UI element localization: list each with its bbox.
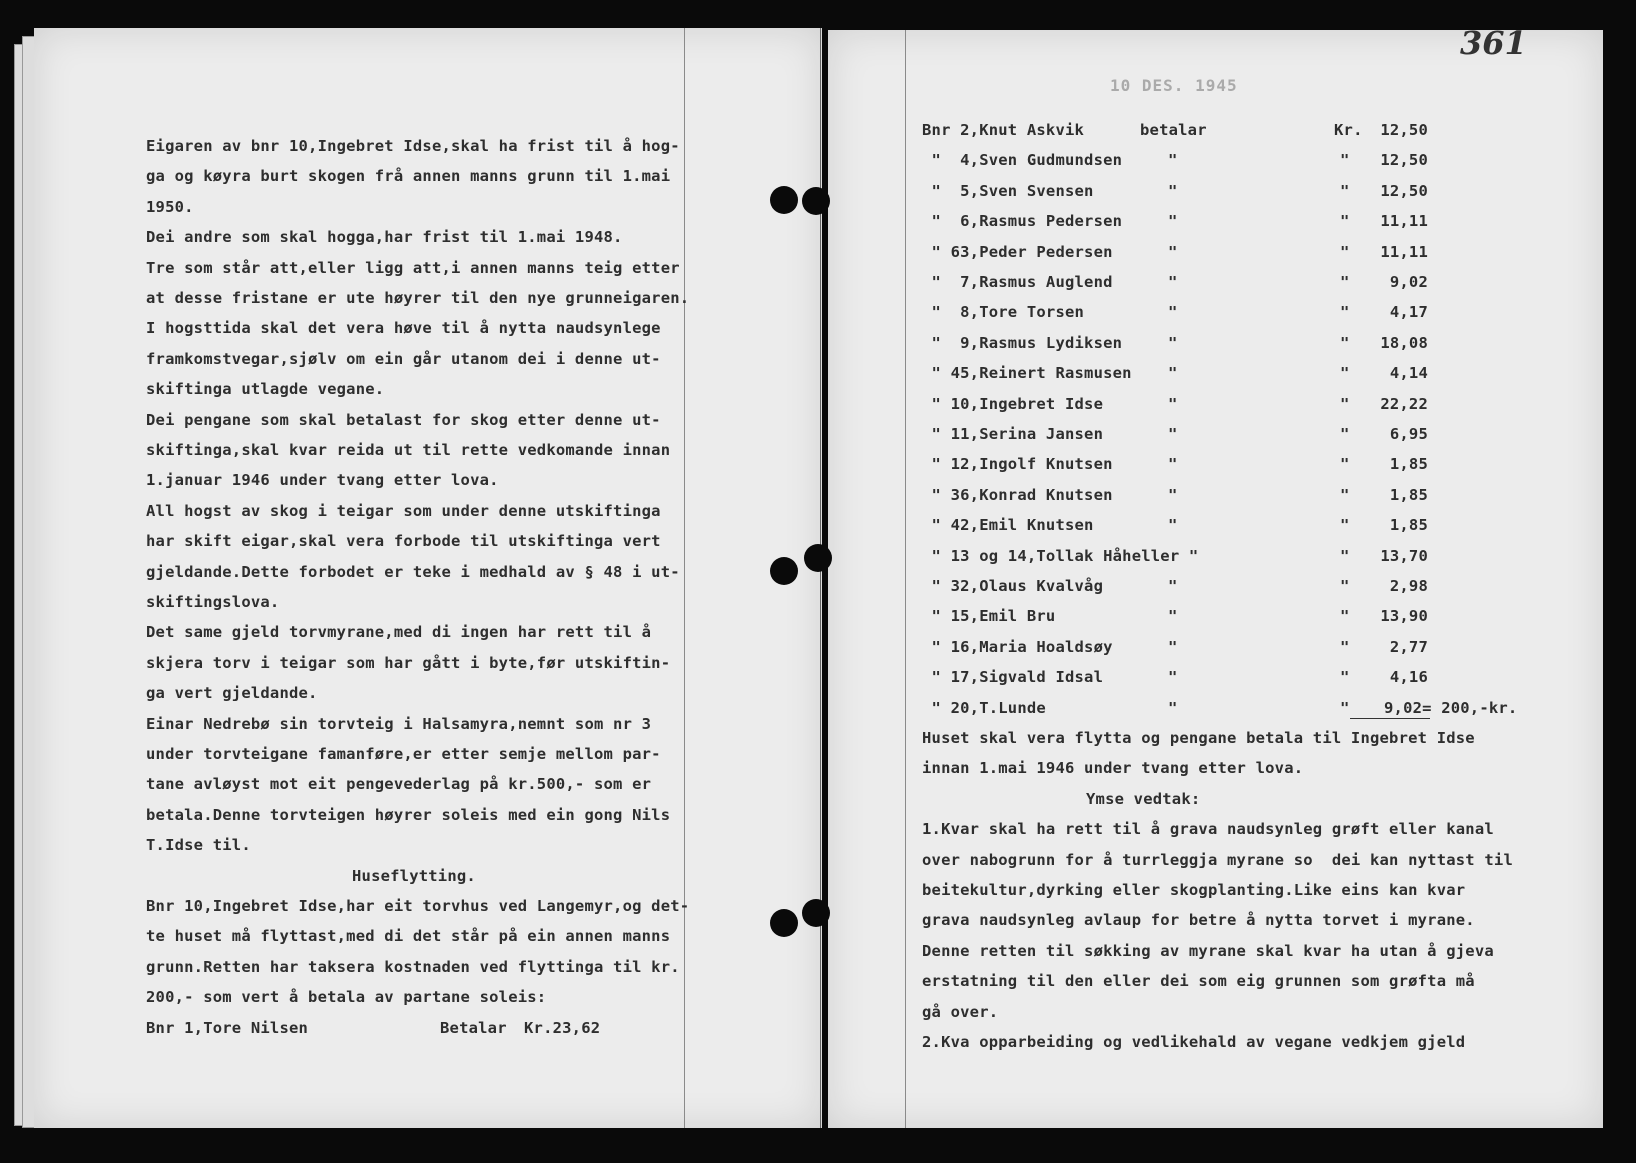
text-line: Eigaren av bnr 10,Ingebret Idse,skal ha frist til å hog- [146, 137, 680, 155]
binder-hole [770, 186, 798, 214]
payment-amount: 12,50 [1380, 181, 1428, 200]
payment-verb: " [1168, 242, 1178, 261]
text-line: erstatning til den eller dei som eig grunnen som grøfta må [922, 972, 1475, 991]
text-line: gjeldande.Dette forbodet er teke i medhald av § 48 i ut- [146, 562, 680, 581]
payment-unit: " [1340, 425, 1350, 443]
payment-unit: " [1340, 607, 1350, 626]
payment-name: " 11,Serina Jansen [922, 425, 1104, 443]
text-line: beitekultur,dyrking eller skogplanting.Like eins kan kvar [922, 881, 1466, 899]
text-line: innan 1.mai 1946 under tvang etter lova. [922, 759, 1304, 778]
text-line: gå over. [922, 1002, 999, 1021]
text-line: ga og køyra burt skogen frå annen manns grunn til 1.mai [146, 167, 671, 186]
payment-name: " 42,Emil Knutsen [922, 516, 1094, 535]
text-line: grunn.Retten har taksera kostnaden ved flyttinga til kr. [146, 957, 680, 976]
payment-name: Bnr 1,Tore Nilsen [146, 1018, 309, 1037]
payment-amount: 4,14 [1389, 364, 1428, 383]
text-line: 200,- som vert å betala av partane soleis: [146, 988, 547, 1007]
text-line: Huset skal vera flytta og pengane betala til Ingebret Idse [922, 729, 1475, 747]
payment-amount: 4,17 [1389, 303, 1428, 322]
payment-amount: 13,90 [1380, 607, 1428, 626]
binder-hole [804, 544, 832, 572]
payment-name: " 20,T.Lunde [922, 698, 1046, 717]
right-page [828, 24, 1603, 1128]
payment-unit: " [1340, 333, 1350, 352]
payment-name: " 10,Ingebret Idse [922, 394, 1104, 413]
page-number: 361 [1460, 24, 1527, 62]
sum-underline [1350, 718, 1430, 719]
payment-verb: " [1168, 151, 1178, 170]
text-line: skiftinga utlagde vegane. [146, 380, 385, 399]
payment-verb: " [1168, 394, 1178, 413]
payment-verb: " [1168, 181, 1178, 200]
payment-unit: " [1340, 485, 1350, 504]
payment-name: " 15,Emil Bru [922, 607, 1056, 626]
payment-name: " 7,Rasmus Auglend [922, 273, 1113, 291]
payment-amount: 1,85 [1389, 455, 1428, 474]
payment-name: " 63,Peder Pedersen [922, 242, 1113, 261]
text-line: skiftingslova. [146, 593, 280, 611]
payment-amount: 1,85 [1389, 516, 1428, 535]
left-margin-rule [684, 28, 685, 1128]
payment-verb: " [1168, 485, 1178, 504]
payment-name: " 13 og 14,Tollak Håheller " [922, 546, 1199, 565]
text-line: I hogsttida skal det vera høve til å nytta naudsynlege [146, 319, 661, 338]
payment-name: " 36,Konrad Knutsen [922, 485, 1113, 504]
text-line: under torvteigane famanføre,er etter semje mellom par- [146, 745, 661, 763]
text-line: framkomstvegar,sjølv om ein går utanom dei i denne ut- [146, 349, 661, 368]
text-line: Dei pengane som skal betalast for skog etter denne ut- [146, 410, 661, 429]
payment-verb: " [1168, 333, 1178, 352]
left-page [34, 28, 822, 1128]
payment-amount: 11,11 [1380, 242, 1428, 261]
payment-amount: 18,08 [1380, 333, 1428, 352]
text-line: betala.Denne torvteigen høyrer soleis med ein gong Nils [146, 805, 671, 824]
payment-name: " 9,Rasmus Lydiksen [922, 333, 1123, 352]
text-line: at desse fristane er ute høyrer til den nye grunneigaren. [146, 289, 690, 307]
payment-verb: " [1168, 303, 1178, 322]
payment-name: " 45,Reinert Rasmusen [922, 364, 1132, 383]
payment-amount: 1,85 [1389, 485, 1428, 504]
payment-name: " 32,Olaus Kvalvåg [922, 577, 1104, 595]
payment-unit: " [1340, 516, 1350, 535]
payment-amount: 4,16 [1389, 668, 1428, 687]
payment-verb: betalar [1140, 121, 1207, 139]
payment-amount: 11,11 [1380, 212, 1428, 231]
text-line: 2.Kva opparbeiding og vedlikehald av vegane vedkjem gjeld [922, 1033, 1466, 1051]
payment-verb: " [1168, 364, 1178, 383]
text-line: skjera torv i teigar som har gått i byte,før utskiftin- [146, 653, 671, 672]
text-line: 1.Kvar skal ha rett til å grava naudsynleg grøft eller kanal [922, 820, 1494, 839]
payment-unit: " [1340, 181, 1350, 200]
payment-unit: " [1340, 546, 1350, 565]
text-line: over nabogrunn for å turrleggja myrane so dei kan nyttast til [922, 850, 1513, 869]
payment-unit: " [1340, 637, 1350, 656]
payment-verb: Betalar [440, 1018, 507, 1037]
payment-amount: 22,22 [1380, 394, 1428, 413]
payment-name: " 17,Sigvald Idsal [922, 668, 1104, 687]
payment-name: " 6,Rasmus Pedersen [922, 212, 1123, 231]
payment-verb: " [1168, 698, 1178, 717]
binder-hole [802, 187, 830, 215]
text-line: 1.januar 1946 under tvang etter lova. [146, 471, 499, 490]
text-line: Einar Nedrebø sin torvteig i Halsamyra,nemnt som nr 3 [146, 714, 652, 733]
text-line: skiftinga,skal kvar reida ut til rette vedkomande innan [146, 441, 671, 459]
payment-unit: " [1340, 577, 1350, 595]
payment-name: " 5,Sven Svensen [922, 181, 1094, 200]
payment-unit: Kr. [1334, 121, 1363, 139]
payment-amount: 12,50 [1380, 151, 1428, 170]
text-line: Denne retten til søkking av myrane skal kvar ha utan å gjeva [922, 941, 1494, 960]
text-line: Det same gjeld torvmyrane,med di ingen har rett til å [146, 623, 652, 642]
binder-hole [770, 909, 798, 937]
payment-name: " 12,Ingolf Knutsen [922, 455, 1113, 474]
payment-unit: " [1340, 303, 1350, 322]
text-line: tane avløyst mot eit pengevederlag på kr.500,- som er [146, 775, 652, 794]
date-stamp: 10 DES. 1945 [1110, 76, 1238, 95]
text-line: Tre som står att,eller ligg att,i annen manns teig etter [146, 258, 680, 277]
payment-unit: " [1340, 668, 1350, 687]
payment-verb: " [1168, 273, 1178, 291]
payment-verb: " [1168, 212, 1178, 231]
section-heading: Huseflytting. [352, 866, 476, 885]
payment-amount: 9,02= 200,-kr. [1384, 698, 1518, 717]
payment-unit: " [1340, 364, 1350, 383]
payment-unit: " [1340, 242, 1350, 261]
payment-name: " 8,Tore Torsen [922, 303, 1085, 322]
payment-name: Bnr 2,Knut Askvik [922, 121, 1085, 139]
binder-hole [770, 557, 798, 585]
payment-name: " 4,Sven Gudmundsen [922, 151, 1123, 170]
right-margin-rule [905, 30, 906, 1128]
payment-unit: " [1340, 212, 1350, 231]
payment-verb: " [1168, 637, 1178, 656]
text-line: har skift eigar,skal vera forbode til utskiftinga vert [146, 532, 661, 551]
payment-amount: 2,77 [1389, 637, 1428, 656]
text-line: grava naudsynleg avlaup for betre å nytta torvet i myrane. [922, 911, 1475, 930]
payment-amount: Kr.23,62 [524, 1018, 601, 1037]
payment-unit: " [1340, 273, 1350, 291]
payment-amount: 13,70 [1380, 546, 1428, 565]
section-heading: Ymse vedtak: [1086, 789, 1201, 808]
binder-hole [802, 899, 830, 927]
payment-amount: 2,98 [1389, 577, 1428, 595]
payment-name: " 16,Maria Hoaldsøy [922, 637, 1113, 656]
payment-unit: " [1340, 394, 1350, 413]
text-line: Bnr 10,Ingebret Idse,har eit torvhus ved Langemyr,og det- [146, 897, 690, 915]
payment-amount: 12,50 [1380, 121, 1428, 139]
payment-unit: " [1340, 698, 1350, 717]
text-line: T.Idse til. [146, 836, 251, 855]
payment-verb: " [1168, 425, 1178, 443]
payment-verb: " [1168, 577, 1178, 595]
payment-unit: " [1340, 455, 1350, 474]
payment-verb: " [1168, 455, 1178, 474]
payment-verb: " [1168, 668, 1178, 687]
text-line: ga vert gjeldande. [146, 684, 318, 703]
text-line: All hogst av skog i teigar som under denne utskiftinga [146, 501, 661, 520]
payment-amount: 6,95 [1389, 425, 1428, 443]
payment-verb: " [1168, 516, 1178, 535]
payment-amount: 9,02 [1389, 273, 1428, 291]
text-line: 1950. [146, 197, 194, 216]
text-line: Dei andre som skal hogga,har frist til 1.mai 1948. [146, 228, 623, 247]
payment-unit: " [1340, 151, 1350, 170]
payment-verb: " [1168, 607, 1178, 626]
text-line: te huset må flyttast,med di det står på ein annen manns [146, 927, 671, 946]
